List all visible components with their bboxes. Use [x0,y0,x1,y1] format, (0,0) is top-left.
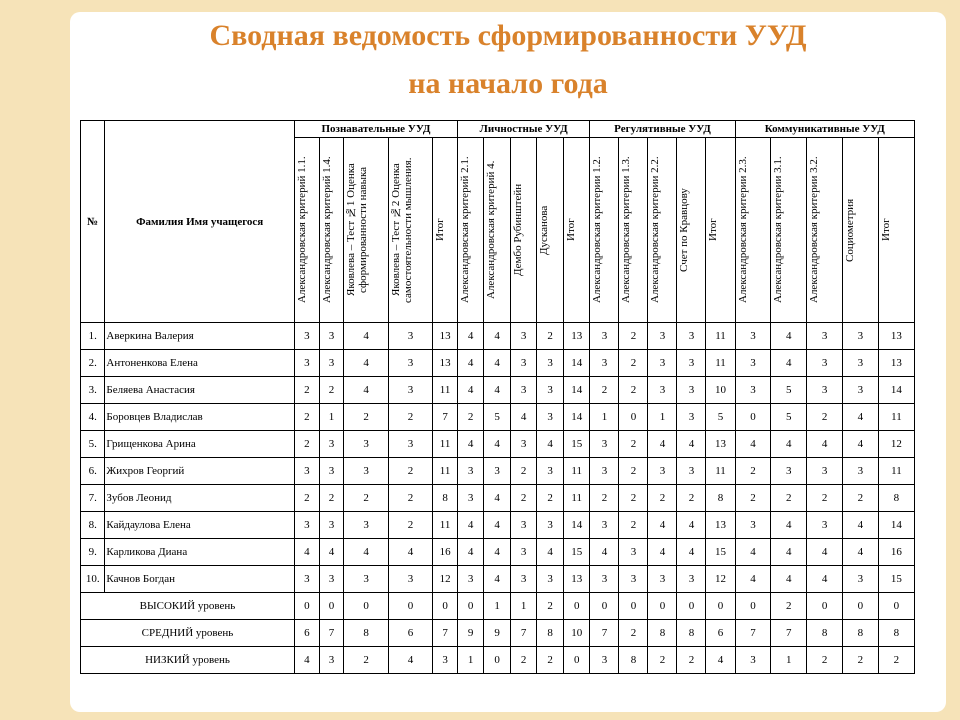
table-row: 4. Боровцев Владислав 2 1 2 2 7 2 5 4 3 14 1 0 1 3 5 0 5 2 4 11 [81,404,915,431]
column-header: Александровская критерий 2.1. [457,138,484,323]
table-row: 10. Качнов Богдан 3 3 3 3 12 3 4 3 3 13 3 3 3 3 12 4 4 4 3 15 [81,566,915,593]
column-header: Дусканова [537,138,564,323]
column-header: Александровская критерии 1.3. [619,138,648,323]
table-row: 5. Грищенкова Арина 2 3 3 3 11 4 4 3 4 15 3 2 4 4 13 4 4 4 4 12 [81,431,915,458]
table-row: 1. Аверкина Валерия 3 3 4 3 13 4 4 3 2 13 3 2 3 3 11 3 4 3 3 13 [81,323,915,350]
column-header: Александровская критерий 1.4. [319,138,344,323]
num-header: № [81,121,105,323]
group-header: Регулятивные УУД [590,121,735,138]
column-header: Итог [433,138,458,323]
table-row: 8. Кайдаулова Елена 3 3 3 2 11 4 4 3 3 14 3 2 4 4 13 3 4 3 4 14 [81,512,915,539]
name-header: Фамилия Имя учащегося [105,121,295,323]
column-header: Счет по Кравцову [677,138,706,323]
page-title: Сводная ведомость сформированности УУД на начало года [209,19,807,100]
column-header: Итог [563,138,590,323]
table-row: 3. Беляева Анастасия 2 2 4 3 11 4 4 3 3 14 2 2 3 3 10 3 5 3 3 14 [81,377,915,404]
column-header: Александровская критерий 4. [484,138,511,323]
column-header: Александровская критерии 1.2. [590,138,619,323]
column-header: Александровская критерии 3.2. [807,138,843,323]
column-header: Яковлева – Тест №1 Оценка сформированности навыка [344,138,388,323]
summary-row: НИЗКИЙ уровень 4 3 2 4 3 1 0 2 2 0 3 8 2 2 4 3 1 2 2 2 [81,647,915,674]
summary-row: ВЫСОКИЙ уровень 0 0 0 0 0 0 1 1 2 0 0 0 0 0 0 0 2 0 0 0 [81,593,915,620]
summary-row: СРЕДНИЙ уровень 6 7 8 6 7 9 9 7 8 10 7 2 8 8 6 7 7 8 8 8 [81,620,915,647]
column-header: Яковлева – Тест №2 Оценка самостоятельности мышления. [388,138,432,323]
column-header: Итог [878,138,914,323]
column-header: Дембо Рубинштейн [510,138,537,323]
table-row: 9. Карликова Диана 4 4 4 4 16 4 4 3 4 15 4 3 4 4 15 4 4 4 4 16 [81,539,915,566]
column-header: Александровская критерии 2.2. [648,138,677,323]
table-row: 2. Антоненкова Елена 3 3 4 3 13 4 4 3 3 14 3 2 3 3 11 3 4 3 3 13 [81,350,915,377]
column-header: Социометрия [843,138,879,323]
table-row: 7. Зубов Леонид 2 2 2 2 8 3 4 2 2 11 2 2 2 2 8 2 2 2 2 8 [81,485,915,512]
column-header: Александровская критерии 3.1. [771,138,807,323]
column-header: Александровская критерий 1.1. [294,138,319,323]
column-header: Александровская критерии 2.3. [735,138,771,323]
table-row: 6. Жихров Георгий 3 3 3 2 11 3 3 2 3 11 3 2 3 3 11 2 3 3 3 11 [81,458,915,485]
column-header: Итог [706,138,735,323]
group-header: Познавательные УУД [294,121,457,138]
results-table [80,120,915,674]
group-header: Коммуникативные УУД [735,121,914,138]
group-header: Личностные УУД [457,121,590,138]
